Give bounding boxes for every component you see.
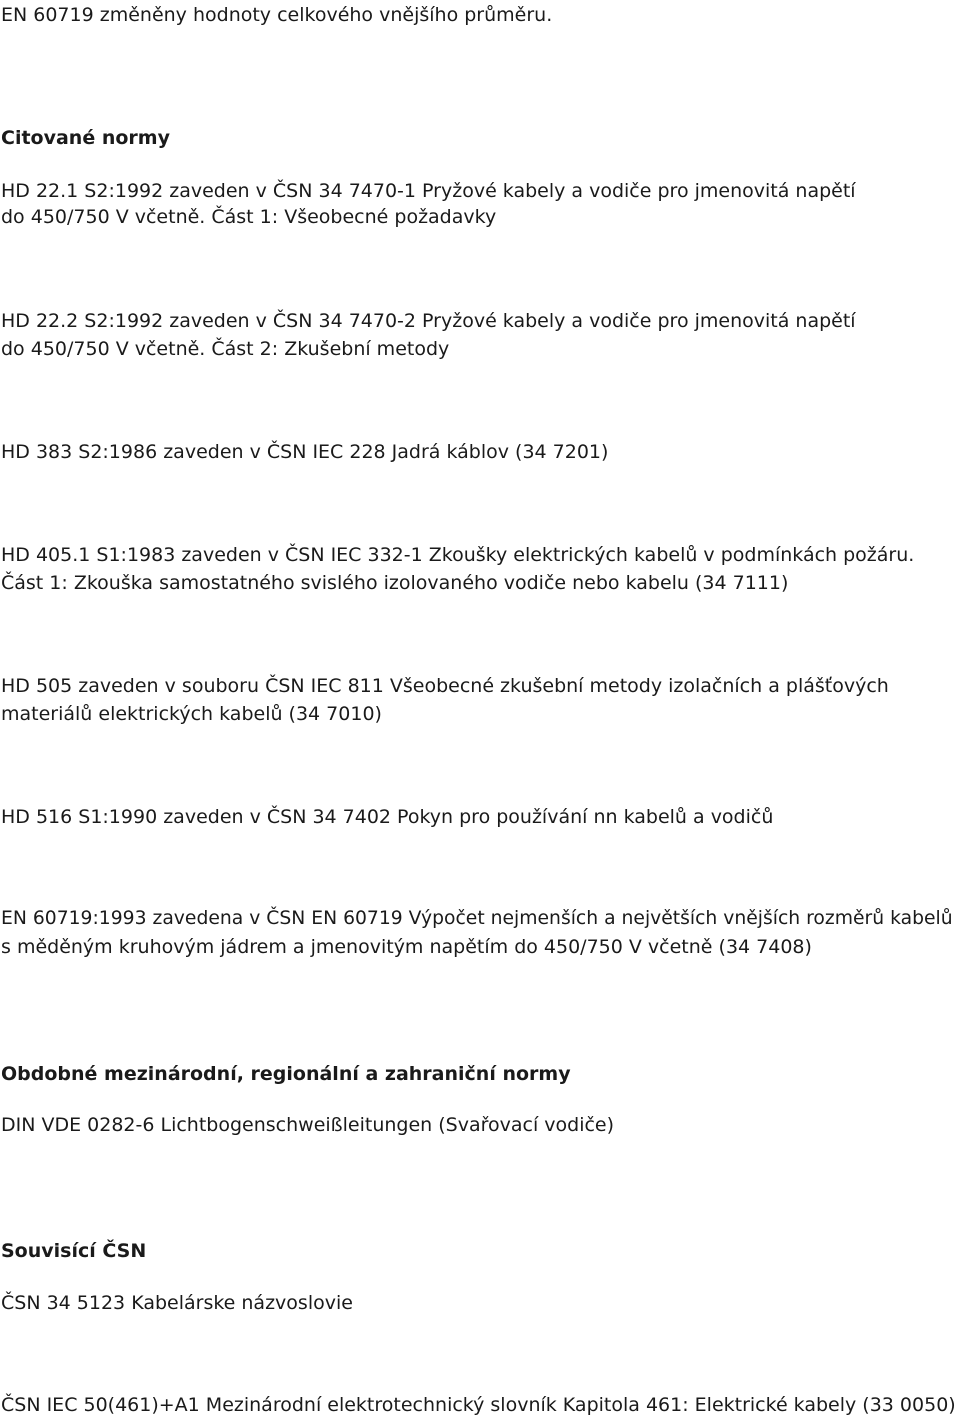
related-standards-heading: Souvisící ČSN bbox=[1, 1240, 147, 1262]
cited-standard-line: s měděným kruhovým jádrem a jmenovitým napětím do 450/750 V včetně (34 7408) bbox=[1, 936, 812, 958]
cited-standard-line: materiálů elektrických kabelů (34 7010) bbox=[1, 703, 382, 725]
similar-standards-heading: Obdobné mezinárodní, regionální a zahraniční normy bbox=[1, 1063, 571, 1085]
cited-standard-line: do 450/750 V včetně. Část 1: Všeobecné požadavky bbox=[1, 206, 497, 228]
cited-standard-line: HD 405.1 S1:1983 zaveden v ČSN IEC 332-1 Zkoušky elektrických kabelů v podmínkách požáru. bbox=[1, 544, 915, 566]
cited-standard-line: Část 1: Zkouška samostatného svislého izolovaného vodiče nebo kabelu (34 7111) bbox=[1, 572, 789, 594]
similar-standard-line: DIN VDE 0282-6 Lichtbogenschweißleitungen (Svařovací vodiče) bbox=[1, 1114, 615, 1136]
related-standard-line: ČSN 34 5123 Kabelárske názvoslovie bbox=[1, 1292, 353, 1314]
intro-text: EN 60719 změněny hodnoty celkového vnějšího průměru. bbox=[1, 4, 553, 26]
cited-standard-line: HD 516 S1:1990 zaveden v ČSN 34 7402 Pokyn pro používání nn kabelů a vodičů bbox=[1, 806, 774, 828]
cited-standards-heading: Citované normy bbox=[1, 127, 170, 149]
cited-standard-line: do 450/750 V včetně. Část 2: Zkušební metody bbox=[1, 338, 450, 360]
cited-standard-line: HD 22.2 S2:1992 zaveden v ČSN 34 7470-2 Pryžové kabely a vodiče pro jmenovitá napětí bbox=[1, 310, 856, 332]
cited-standard-line: HD 505 zaveden v souboru ČSN IEC 811 Všeobecné zkušební metody izolačních a plášťových bbox=[1, 675, 889, 697]
cited-standard-line: HD 22.1 S2:1992 zaveden v ČSN 34 7470-1 Pryžové kabely a vodiče pro jmenovitá napětí bbox=[1, 180, 856, 202]
cited-standard-line: HD 383 S2:1986 zaveden v ČSN IEC 228 Jadrá káblov (34 7201) bbox=[1, 441, 609, 463]
cited-standard-line: EN 60719:1993 zavedena v ČSN EN 60719 Výpočet nejmenších a největších vnějších rozměrů kabelů bbox=[1, 908, 953, 929]
related-standard-line: ČSN IEC 50(461)+A1 Mezinárodní elektrotechnický slovník Kapitola 461: Elektrické kabely (33 0050) bbox=[1, 1394, 956, 1416]
